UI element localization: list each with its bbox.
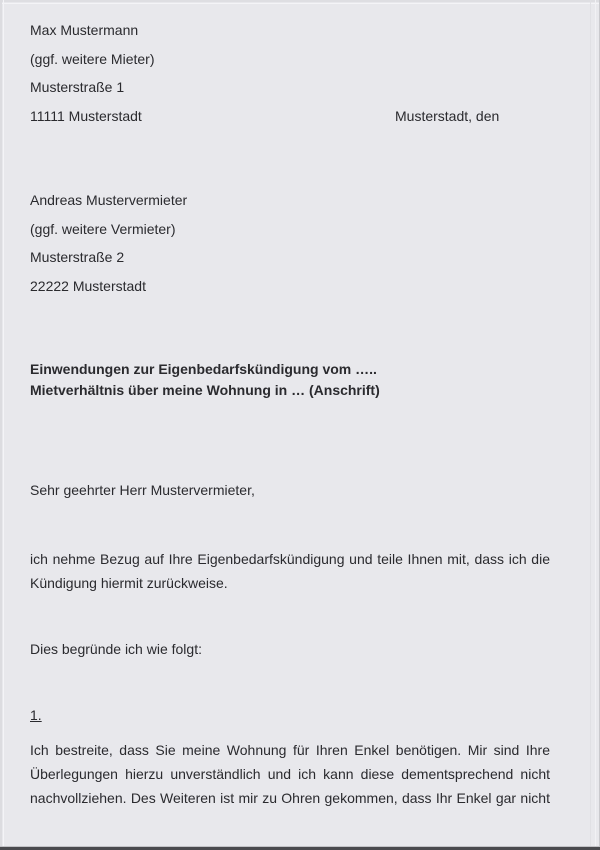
paragraph-2 [30, 738, 550, 810]
paragraph-1-line-2: Kündigung hiermit zurückweise. [30, 574, 228, 591]
date-line: Musterstadt, den [395, 108, 500, 125]
sender-city-row [30, 102, 550, 131]
paragraph-2-line-2: Überlegungen hierzu unverständlich und ich kann diese dementsprechend nicht [30, 765, 550, 782]
subject-block [30, 359, 550, 401]
recipient-extra: (ggf. weitere Vermieter) [30, 220, 176, 237]
sender-name: Max Mustermann [30, 22, 139, 38]
subject-line-2: Mietverhältnis über meine Wohnung in … (Anschrift) [30, 381, 380, 398]
sender-extra: (ggf. weitere Mieter) [30, 50, 155, 67]
recipient-city: 22222 Musterstadt [30, 277, 146, 294]
subject-line-1: Einwendungen zur Eigenbedarfskündigung vom ….. [30, 360, 377, 377]
paragraph-1 [30, 547, 550, 595]
sender-street: Musterstraße 1 [30, 79, 125, 96]
paragraph-2-line-1: Ich bestreite, dass Sie meine Wohnung für Ihren Enkel benötigen. Mir sind Ihre [30, 741, 550, 758]
salutation: Sehr geehrter Herr Mustervermieter, [30, 481, 255, 498]
list-item-number: 1. [30, 706, 42, 723]
recipient-address-block [30, 186, 550, 301]
paragraph-2-line-3: nachvollziehen. Des Weiteren ist mir zu Ohren gekommen, dass Ihr Enkel gar nicht [30, 789, 550, 806]
paragraph-1-line-1: ich nehme Bezug auf Ihre Eigenbedarfskündigung und teile Ihnen mit, dass ich die [30, 550, 550, 567]
scan-edge-bottom-line [0, 846, 600, 847]
recipient-name: Andreas Mustervermieter [30, 191, 188, 208]
sender-city: 11111 Musterstadt [30, 108, 142, 125]
recipient-street: Musterstraße 2 [30, 249, 125, 266]
reason-intro: Dies begründe ich wie folgt: [30, 640, 202, 657]
sender-address-block [30, 16, 550, 131]
